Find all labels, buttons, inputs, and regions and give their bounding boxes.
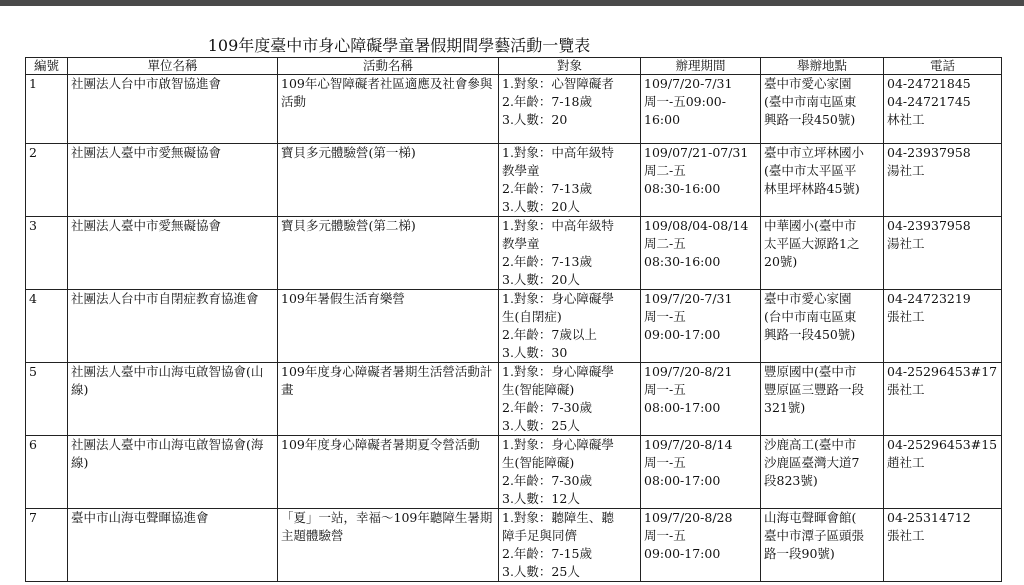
cell-period [641, 290, 761, 363]
cell-location-line: 興路一段450號) [764, 112, 856, 127]
cell-location-line: 太平區大源路1之 [764, 236, 860, 251]
cell-period-line: 08:30-16:00 [644, 181, 721, 196]
cell-location [761, 75, 884, 144]
cell-location [761, 509, 884, 582]
window-top-bar [0, 0, 1024, 6]
cell-no-text: 3 [29, 218, 37, 233]
page-title [0, 33, 1024, 56]
cell-phone-line: 張社工 [887, 528, 925, 543]
cell-target-line: 2.年齡：7-18歲 [502, 94, 593, 109]
cell-phone-line: 趙社工 [887, 455, 925, 470]
table-row [26, 509, 1002, 582]
cell-period-line: 08:00-17:00 [644, 473, 721, 488]
cell-phone [884, 363, 1002, 436]
cell-location-line: 20號) [764, 254, 798, 269]
cell-activity-text: 109年度身心障礙者暑期夏令營活動 [281, 437, 480, 452]
cell-target-line: 3.人數：30 [502, 345, 568, 360]
cell-phone-line: 林社工 [887, 112, 925, 127]
cell-target [499, 509, 641, 582]
cell-target-line: 3.人數：25人 [502, 564, 580, 579]
cell-phone-line: 04-24723219 [887, 291, 971, 306]
cell-org-text: 社團法人台中市自閉症教育協進會 [71, 291, 259, 306]
table-row [26, 144, 1002, 217]
cell-org-text: 社團法人臺中市山海屯啟智協會(海線) [71, 437, 264, 470]
cell-no-text: 5 [29, 364, 37, 379]
cell-location [761, 290, 884, 363]
cell-org [68, 436, 278, 509]
cell-target-line: 3.人數：20人 [502, 272, 580, 287]
cell-activity-text: 寶貝多元體驗營(第二梯) [281, 218, 416, 233]
cell-activity [278, 509, 499, 582]
header-activity: 活動名稱 [278, 58, 499, 75]
cell-target-line: 1.對象：身心障礙學 [502, 437, 614, 452]
cell-phone [884, 144, 1002, 217]
cell-period-line: 109/7/20-8/28 [644, 510, 733, 525]
cell-phone-line: 湯社工 [887, 163, 925, 178]
cell-period-line: 周一-五 [644, 309, 686, 324]
header-target: 對象 [499, 58, 641, 75]
cell-location-line: 豐原區三豐路一段 [764, 382, 865, 397]
cell-no [26, 363, 68, 436]
cell-period-line: 09:00-17:00 [644, 327, 721, 342]
cell-period [641, 436, 761, 509]
cell-target-line: 2.年齡：7歲以上 [502, 327, 597, 342]
cell-activity-text: 109年心智障礙者社區適應及社會參與活動 [281, 76, 493, 109]
cell-period-line: 109/7/20-8/21 [644, 364, 733, 379]
cell-location-line: 林里坪林路45號) [764, 181, 860, 196]
cell-org [68, 363, 278, 436]
cell-target-line: 1.對象：身心障礙學 [502, 291, 614, 306]
cell-period-line: 16:00 [644, 112, 681, 127]
cell-phone-line: 湯社工 [887, 236, 925, 251]
cell-org-text: 社團法人臺中市山海屯啟智協會(山線) [71, 364, 264, 397]
cell-location [761, 144, 884, 217]
table-row [26, 75, 1002, 144]
cell-phone-line: 04-25296453#17 [887, 364, 998, 379]
cell-no [26, 75, 68, 144]
cell-target [499, 75, 641, 144]
cell-target-line: 2.年齡：7-13歲 [502, 181, 593, 196]
cell-target-line: 2.年齡：7-15歲 [502, 546, 593, 561]
cell-period-line: 周一-五09:00- [644, 94, 726, 109]
cell-target-line: 障手足與同儕 [502, 528, 578, 543]
cell-activity [278, 290, 499, 363]
activity-table [25, 57, 1002, 582]
cell-location-line: 山海屯聲暉會館( [764, 510, 857, 525]
cell-no-text: 2 [29, 145, 37, 160]
cell-activity [278, 144, 499, 217]
cell-target-line: 生(自閉症) [502, 309, 562, 324]
cell-target-line: 教學童 [502, 236, 540, 251]
cell-org-text: 社團法人臺中市愛無礙協會 [71, 145, 222, 160]
cell-period-line: 109/7/20-7/31 [644, 291, 733, 306]
cell-target-line: 1.對象：中高年級特 [502, 145, 614, 160]
cell-target-line: 2.年齡：7-30歲 [502, 400, 593, 415]
cell-target-line: 1.對象：心智障礙者 [502, 76, 614, 91]
cell-phone-line: 04-23937958 [887, 218, 971, 233]
cell-period-line: 周一-五 [644, 528, 686, 543]
page-title-text: 109年度臺中市身心障礙學童暑假期間學藝活動一覽表 [207, 36, 591, 55]
cell-activity [278, 436, 499, 509]
cell-period [641, 144, 761, 217]
cell-no [26, 217, 68, 290]
cell-phone [884, 509, 1002, 582]
cell-no-text: 4 [29, 291, 37, 306]
cell-period-line: 周二-五 [644, 236, 686, 251]
cell-no [26, 436, 68, 509]
cell-location-line: 321號) [764, 400, 806, 415]
table-row [26, 436, 1002, 509]
cell-location [761, 436, 884, 509]
cell-org-text: 社團法人臺中市愛無礙協會 [71, 218, 222, 233]
cell-no [26, 509, 68, 582]
cell-activity-text: 「夏」一站，幸福～109年聽障生暑期主題體驗營 [281, 510, 493, 543]
cell-phone [884, 217, 1002, 290]
header-no: 編號 [26, 58, 68, 75]
cell-location-line: 路一段90號) [764, 546, 835, 561]
cell-phone-line: 張社工 [887, 382, 925, 397]
cell-location-line: 臺中市潭子區頭張 [764, 528, 865, 543]
cell-target-line: 2.年齡：7-13歲 [502, 254, 593, 269]
header-period: 辦理期間 [641, 58, 761, 75]
cell-target-line: 3.人數：12人 [502, 491, 580, 506]
cell-location-line: 沙鹿高工(臺中市 [764, 437, 857, 452]
cell-period-line: 08:30-16:00 [644, 254, 721, 269]
cell-target [499, 436, 641, 509]
cell-location-line: (臺中市太平區平 [764, 163, 857, 178]
cell-target [499, 144, 641, 217]
cell-location [761, 363, 884, 436]
cell-org [68, 509, 278, 582]
cell-period-line: 周一-五 [644, 455, 686, 470]
cell-no [26, 290, 68, 363]
cell-org-text: 臺中市山海屯聲暉協進會 [71, 510, 209, 525]
cell-location-line: 豐原國中(臺中市 [764, 364, 857, 379]
cell-no [26, 144, 68, 217]
header-org: 單位名稱 [68, 58, 278, 75]
cell-org [68, 75, 278, 144]
cell-location-line: (台中市南屯區東 [764, 309, 857, 324]
cell-no-text: 6 [29, 437, 37, 452]
cell-target-line: 2.年齡：7-30歲 [502, 473, 593, 488]
cell-phone-line: 04-24721745 [887, 94, 971, 109]
cell-phone-line: 04-23937958 [887, 145, 971, 160]
cell-activity-text: 109年度身心障礙者暑期生活營活動計畫 [281, 364, 493, 397]
cell-target [499, 217, 641, 290]
cell-phone [884, 75, 1002, 144]
cell-location-line: 段823號) [764, 473, 818, 488]
cell-phone-line: 04-25314712 [887, 510, 971, 525]
cell-target [499, 363, 641, 436]
cell-location-line: (臺中市南屯區東 [764, 94, 857, 109]
cell-period [641, 75, 761, 144]
cell-org [68, 290, 278, 363]
cell-no-text: 7 [29, 510, 37, 525]
cell-activity-text: 109年暑假生活育樂營 [281, 291, 405, 306]
header-location: 舉辦地點 [761, 58, 884, 75]
cell-phone-line: 04-24721845 [887, 76, 971, 91]
cell-period-line: 109/7/20-8/14 [644, 437, 733, 452]
table-row [26, 217, 1002, 290]
cell-target-line: 3.人數：25人 [502, 418, 580, 433]
cell-phone [884, 290, 1002, 363]
cell-period-line: 08:00-17:00 [644, 400, 721, 415]
cell-period-line: 周二-五 [644, 163, 686, 178]
cell-target-line: 1.對象：中高年級特 [502, 218, 614, 233]
cell-target-line: 1.對象：身心障礙學 [502, 364, 614, 379]
cell-period [641, 509, 761, 582]
cell-target-line: 1.對象：聽障生、聽 [502, 510, 614, 525]
cell-location [761, 217, 884, 290]
cell-period-line: 109/07/21-07/31 [644, 145, 749, 160]
cell-org-text: 社團法人台中市啟智協進會 [71, 76, 222, 91]
cell-location-line: 興路一段450號) [764, 327, 856, 342]
table-header-row [26, 58, 1002, 75]
cell-activity [278, 363, 499, 436]
cell-phone-line: 張社工 [887, 309, 925, 324]
cell-target-line: 教學童 [502, 163, 540, 178]
cell-activity-text: 寶貝多元體驗營(第一梯) [281, 145, 416, 160]
cell-org [68, 144, 278, 217]
cell-target-line: 3.人數：20人 [502, 199, 580, 214]
cell-phone [884, 436, 1002, 509]
table-row [26, 290, 1002, 363]
table-body [26, 75, 1002, 582]
cell-activity [278, 217, 499, 290]
cell-org [68, 217, 278, 290]
cell-target-line: 生(智能障礙) [502, 382, 575, 397]
cell-activity [278, 75, 499, 144]
cell-no-text: 1 [29, 76, 37, 91]
cell-target [499, 290, 641, 363]
cell-period-line: 09:00-17:00 [644, 546, 721, 561]
cell-target-line: 3.人數：20 [502, 112, 568, 127]
cell-phone-line: 04-25296453#15 [887, 437, 998, 452]
cell-period-line: 109/08/04-08/14 [644, 218, 749, 233]
cell-location-line: 中華國小(臺中市 [764, 218, 857, 233]
table-row [26, 363, 1002, 436]
cell-period [641, 363, 761, 436]
cell-location-line: 沙鹿區臺灣大道7 [764, 455, 860, 470]
cell-location-line: 臺中市立坪林國小 [764, 145, 865, 160]
cell-location-line: 臺中市愛心家園 [764, 291, 852, 306]
cell-period-line: 周一-五 [644, 382, 686, 397]
header-phone: 電話 [884, 58, 1002, 75]
cell-target-line: 生(智能障礙) [502, 455, 575, 470]
cell-period-line: 109/7/20-7/31 [644, 76, 733, 91]
cell-period [641, 217, 761, 290]
cell-location-line: 臺中市愛心家園 [764, 76, 852, 91]
